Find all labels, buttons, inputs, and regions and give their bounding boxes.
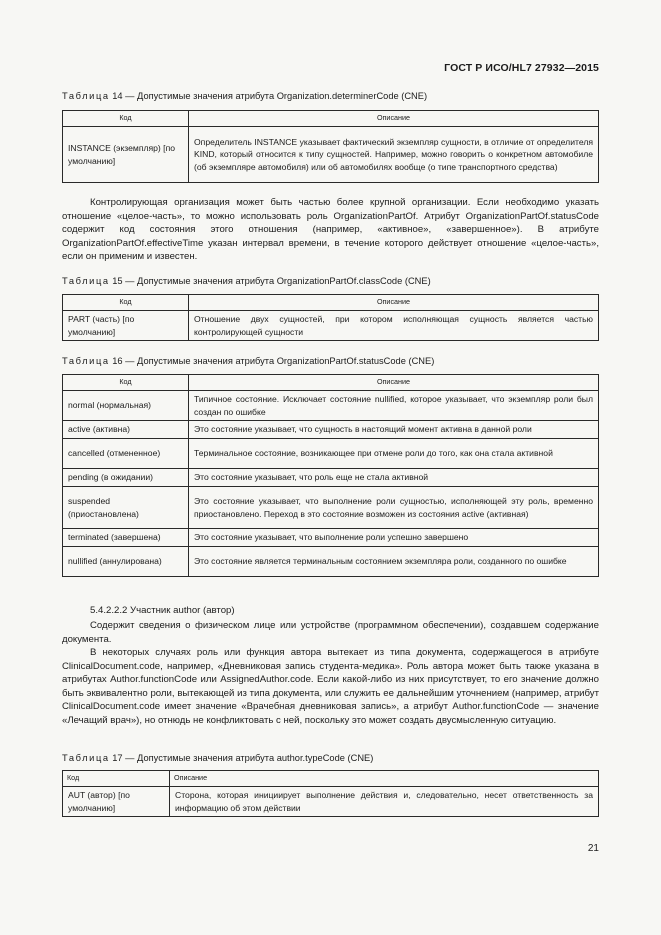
cell-code: pending (в ожидании) (63, 469, 189, 487)
table-header-row (63, 295, 599, 311)
col-header-description: Описание (189, 375, 599, 391)
cell-description: Это состояние указывает, что выполнение роли сущностью, исполняющей эту роль, временно приостановлено. Переход в это состояние возможен из состояния active (активная) (189, 487, 599, 529)
caption-text: 16 — Допустимые значения атрибута OrganizationPartOf.statusCode (CNE) (109, 356, 435, 366)
cell-description: Сторона, которая инициирует выполнение действия и, следовательно, несет ответственность за информацию об этом действии (170, 787, 599, 817)
cell-code: active (активна) (63, 421, 189, 439)
table-row (63, 421, 599, 439)
cell-code: normal (нормальная) (63, 391, 189, 421)
caption-word: Таблица (62, 356, 110, 366)
table-row (63, 127, 599, 183)
table-row (63, 547, 599, 577)
table-15 (62, 294, 599, 341)
col-header-description: Описание (170, 771, 599, 787)
cell-description: Это состояние является терминальным состоянием экземпляра роли, созданного по ошибке (189, 547, 599, 577)
cell-description: Это состояние указывает, что роль еще не стала активной (189, 469, 599, 487)
table-14 (62, 110, 599, 183)
paragraph-author-role (62, 646, 599, 728)
table-17 (62, 770, 599, 817)
cell-code: INSTANCE (экземпляр) [по умолчанию] (63, 127, 189, 183)
paragraph-text: В некоторых случаях роль или функция автора вытекает из типа документа, содержащегося в атрибуте ClinicalDocument.code, например, «Дневниковая запись студента-медика». Роль автора может быть также указана в атрибутах Author.functionCode или AssignedAuthor.code. Если какой-либо из них присутствует, то его значение должно быть эквивалентно роли, вытекающей из типа документа, или служить ее дальнейшим уточнением (например, атрибут ClinicalDocument.code имеет значение «Врачебная дневниковая запись», а атрибут Author.functionCode — значение «Лечащий врач»), но отнюдь не конфликтовать с ней, поскольку это может создать двусмысленную ситуацию. (62, 647, 599, 726)
cell-description: Терминальное состояние, возникающее при отмене роли до того, как она стала активной (189, 439, 599, 469)
cell-description: Типичное состояние. Исключает состояние nullified, которое указывает, что экземпляр роли был создан по ошибке (189, 391, 599, 421)
cell-description: Отношение двух сущностей, при котором исполняющая сущность является частью контролирующей сущности (189, 311, 599, 341)
col-header-code: Код (63, 295, 189, 311)
table-header-row (63, 375, 599, 391)
col-header-code: Код (63, 771, 170, 787)
caption-word: Таблица (62, 276, 110, 286)
cell-code: AUT (автор) [по умолчанию] (63, 787, 170, 817)
table-row (63, 529, 599, 547)
paragraph-organization-part-of (62, 196, 599, 264)
table-14-caption (62, 91, 427, 101)
col-header-description: Описание (189, 295, 599, 311)
table-17-caption (62, 753, 373, 763)
paragraph-author-description (62, 619, 599, 646)
caption-text: 15 — Допустимые значения атрибута OrganizationPartOf.classCode (CNE) (109, 276, 431, 286)
table-15-caption (62, 276, 431, 286)
table-row (63, 311, 599, 341)
cell-code: terminated (завершена) (63, 529, 189, 547)
table-row (63, 469, 599, 487)
standard-header: ГОСТ Р ИСО/HL7 27932—2015 (444, 62, 599, 74)
cell-code: suspended (приостановлена) (63, 487, 189, 529)
col-header-code: Код (63, 375, 189, 391)
cell-description: Определитель INSTANCE указывает фактический экземпляр сущности, в отличие от определителя KIND, который относится к типу сущностей. Например, можно говорить о конкретном автомобиле (об экземпляре автомобиля) или об автомобилях вообще (о типе транспортного средства) (189, 127, 599, 183)
table-header-row (63, 111, 599, 127)
table-16-caption (62, 356, 434, 366)
cell-code: nullified (аннулирована) (63, 547, 189, 577)
table-row (63, 787, 599, 817)
caption-word: Таблица (62, 753, 110, 763)
caption-word: Таблица (62, 91, 110, 101)
caption-text: 14 — Допустимые значения атрибута Organization.determinerCode (CNE) (109, 91, 428, 101)
cell-description: Это состояние указывает, что выполнение роли успешно завершено (189, 529, 599, 547)
paragraph-text: Содержит сведения о физическом лице или устройстве (программном обеспечении), создавшем содержание документа. (62, 620, 599, 645)
caption-text: 17 — Допустимые значения атрибута author.typeCode (CNE) (109, 753, 374, 763)
cell-code: PART (часть) [по умолчанию] (63, 311, 189, 341)
col-header-description: Описание (189, 111, 599, 127)
table-row (63, 487, 599, 529)
paragraph-text: Контролирующая организация может быть частью более крупной организации. Если необходимо указать отношение «целое-часть», то можно использовать роль OrganizationPartOf. Атрибут OrganizationPartOf.statusCode содержит код состояния этого отношения (например, «активное», «завершенное»). В атрибуте OrganizationPartOf.effectiveTime указан интервал времени, в течение которого действует отношение «целое-часть», если он применим и известен. (62, 197, 599, 263)
section-heading: 5.4.2.2.2 Участник author (автор) (90, 605, 235, 616)
table-header-row (63, 771, 599, 787)
page-number: 21 (587, 843, 599, 854)
col-header-code: Код (63, 111, 189, 127)
cell-description: Это состояние указывает, что сущность в настоящий момент активна в данной роли (189, 421, 599, 439)
table-row (63, 391, 599, 421)
cell-code: cancelled (отмененное) (63, 439, 189, 469)
table-16 (62, 374, 599, 577)
table-row (63, 439, 599, 469)
